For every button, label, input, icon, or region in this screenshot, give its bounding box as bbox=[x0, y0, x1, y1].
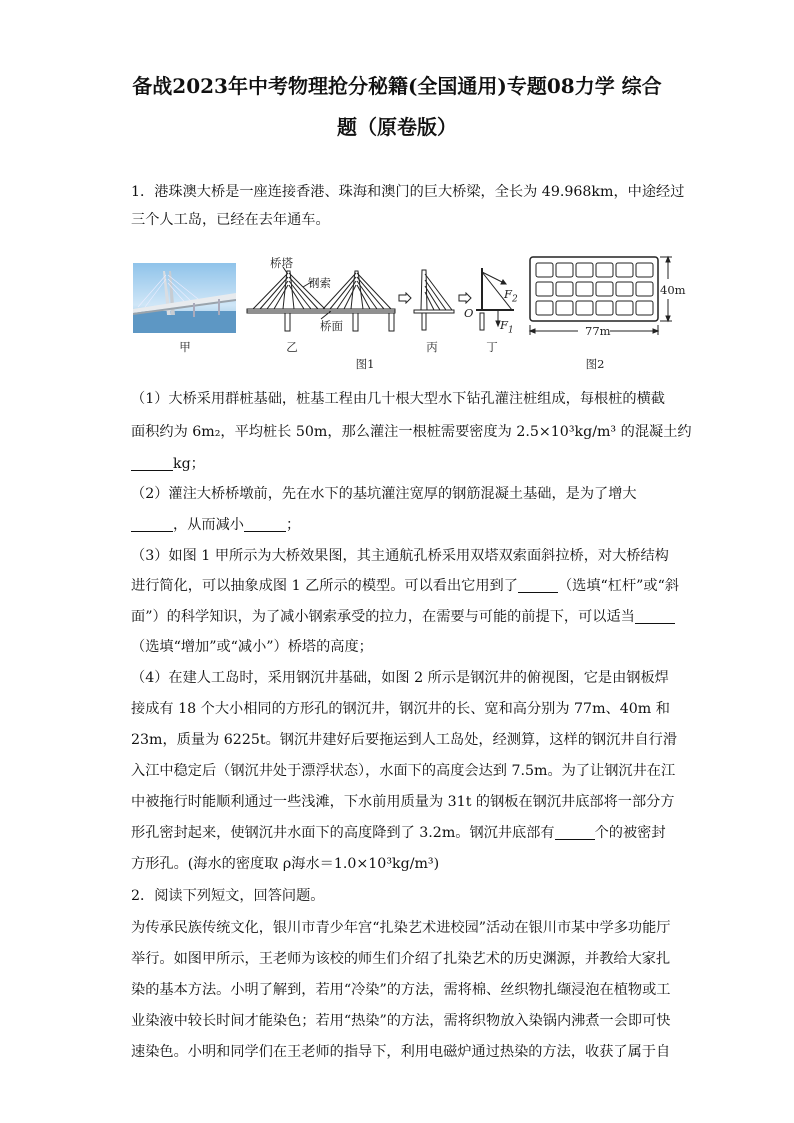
q1-p1-line1: （1）大桥采用群桩基础，桩基工程由几十根大型水下钻孔灌注桩组成，每根桩的横截 bbox=[131, 391, 665, 407]
answer-blank[interactable] bbox=[131, 456, 173, 471]
label-gangsuo: 钢索 bbox=[308, 276, 331, 290]
fig-ding-label: 丁 bbox=[486, 340, 498, 354]
q2-line6: 速染色。小明和同学们在王老师的指导下，利用电磁炉通过热染的方法，收获了属于自 bbox=[131, 1044, 671, 1060]
q1-intro-line2: 三个人工岛，已经在去年通车。 bbox=[131, 212, 330, 228]
q1-p1-line2: 面积约为 6m₂，平均桩长 50m，那么灌注一根桩需要密度为 2.5×10³kg/m³ 的混凝土约 bbox=[131, 424, 692, 440]
q2-line3: 举行。如图甲所示，王老师为该校的师生们介绍了扎染艺术的历史渊源，并教给大家扎 bbox=[131, 951, 671, 967]
q1-p3-line1: （3）如图 1 甲所示为大桥效果图，其主通航孔桥采用双塔双索面斜拉桥，对大桥结构 bbox=[131, 548, 669, 564]
arrow-icon bbox=[458, 289, 472, 301]
lever-model-bing bbox=[412, 268, 456, 332]
arrow-icon bbox=[398, 289, 412, 301]
bridge-photo bbox=[133, 263, 236, 333]
q1-p3-line3: 面”）的科学知识，为了减小钢索承受的拉力，在需要与可能的前提下，可以适当 bbox=[131, 608, 666, 627]
label-qiaota: 桥塔 bbox=[270, 256, 293, 270]
q1-p4-line7: 方形孔。(海水的密度取 ρ海水＝1.0×10³kg/m³) bbox=[131, 856, 440, 872]
fig-bing-label: 丙 bbox=[426, 340, 438, 354]
answer-blank[interactable] bbox=[244, 517, 286, 532]
fig1-caption: 图1 bbox=[355, 357, 375, 371]
q1-p2-line2: ，从而减小 ； bbox=[131, 516, 666, 535]
q2-line1: 2．阅读下列短文，回答问题。 bbox=[131, 888, 325, 904]
q1-p4-line1: （4）在建人工岛时，采用钢沉井基础，如图 2 所示是钢沉井的俯视图，它是由钢板焊 bbox=[131, 670, 669, 686]
q1-p4-line5: 中被拖行时能顺利通过一些浅滩，下水前用质量为 31t 的钢板在钢沉井底部将一部分方 bbox=[131, 794, 675, 810]
q2-line2: 为传承民族传统文化，银川市青少年宫“扎染艺术进校园”活动在银川市某中学多功能厅 bbox=[131, 920, 671, 936]
label-F1: $F_1$ bbox=[500, 318, 514, 336]
q1-intro-line1: 1．港珠澳大桥是一座连接香港、珠海和澳门的巨大桥梁，全长为 49.968km，中途经过 bbox=[131, 184, 685, 200]
answer-blank[interactable] bbox=[635, 609, 675, 624]
label-F2: $F_2$ bbox=[504, 287, 518, 305]
answer-blank[interactable] bbox=[518, 578, 558, 593]
q1-p1-line3: kg； bbox=[131, 455, 666, 474]
q2-line5: 业染液中较长时间才能染色；若用“热染”的方法，需将织物放入染锅内沸煮一会即可快 bbox=[131, 1013, 671, 1029]
fig2-caption: 图2 bbox=[585, 357, 605, 371]
q1-p3-line2: 进行简化，可以抽象成图 1 乙所示的模型。可以看出它用到了 （选填“杠杆”或“斜 bbox=[131, 578, 680, 594]
doc-title-line1: 备战2023年中考物理抢分秘籍(全国通用)专题08力学 综合 bbox=[132, 74, 662, 98]
fig-jia-label: 甲 bbox=[179, 340, 191, 354]
doc-title-line2: 题（原卷版） bbox=[337, 115, 457, 139]
answer-blank[interactable] bbox=[555, 825, 595, 840]
fig-yi-label: 乙 bbox=[286, 340, 298, 354]
q1-p3-line4: （选填“增加”或“减小”）桥塔的高度； bbox=[131, 639, 373, 655]
q1-p2-line1: （2）灌注大桥桥墩前，先在水下的基坑灌注宽厚的钢筋混凝土基础，是为了增大 bbox=[131, 486, 637, 502]
q1-p4-line4: 入江中稳定后（钢沉井处于漂浮状态），水面下的高度会达到 7.5m。为了让钢沉井在江 bbox=[131, 763, 676, 779]
q2-line4: 染的基本方法。小明了解到，若用“冷染”的方法，需将棉、丝织物扎缬浸泡在植物或工 bbox=[131, 982, 671, 998]
q1-p4-line2: 接成有 18 个大小相同的方形孔的钢沉井，钢沉井的长、宽和高分别为 77m、40m 和 bbox=[131, 701, 670, 717]
label-O: O bbox=[464, 306, 474, 320]
label-40m: 40m bbox=[660, 283, 686, 297]
q1-p4-line6: 形孔密封起来，使钢沉井水面下的高度降到了 3.2m。钢沉井底部有 个的被密封 bbox=[131, 825, 666, 841]
label-77m: 77m bbox=[585, 324, 611, 338]
label-qiaomian: 桥面 bbox=[320, 319, 343, 333]
q1-p4-line3: 23m，质量为 6225t。钢沉井建好后要拖运到人工岛处，经测算，这样的钢沉井自行滑 bbox=[131, 732, 678, 748]
answer-blank[interactable] bbox=[131, 517, 173, 532]
